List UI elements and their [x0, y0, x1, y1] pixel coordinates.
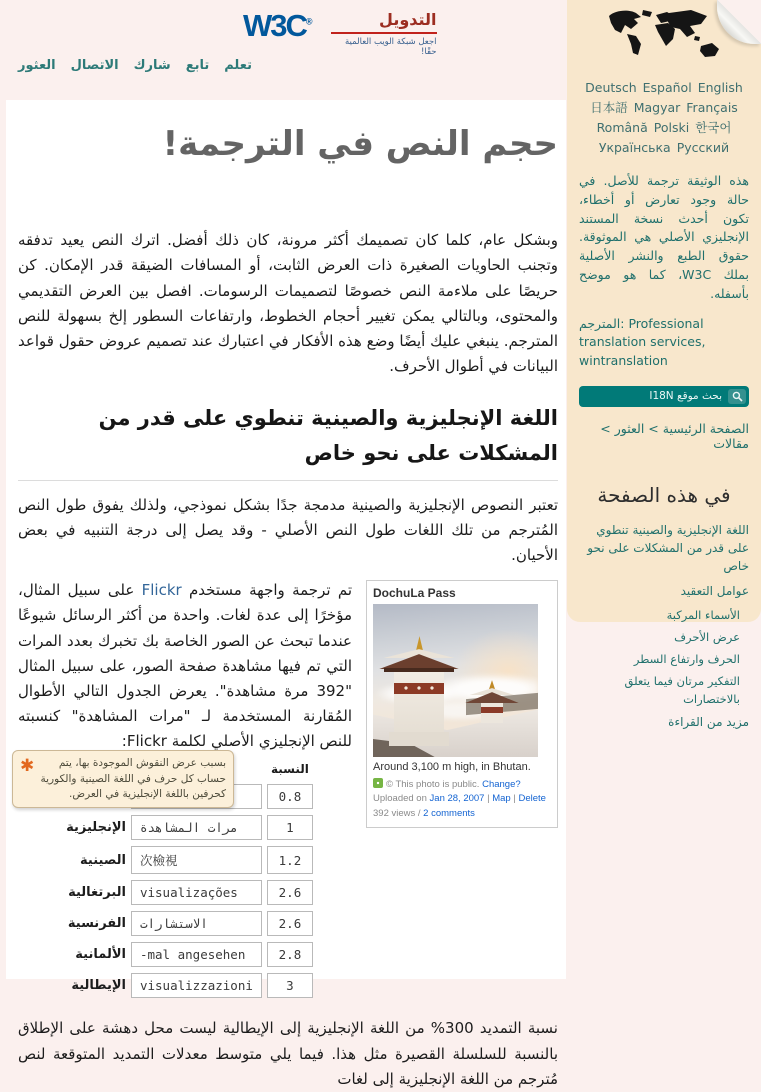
- lang-link[interactable]: Deutsch: [585, 80, 637, 95]
- privacy-icon: [373, 778, 383, 788]
- i18n-site-title-link[interactable]: التدويل: [331, 10, 437, 34]
- breadcrumb-articles[interactable]: مقالات: [713, 435, 749, 451]
- table-row: البرتغالية visualizações 2.6: [23, 880, 313, 905]
- site-tagline: اجعل شبكة الويب العالمية حقًا!: [345, 37, 437, 57]
- nav-item-contact[interactable]: الاتصال: [70, 58, 119, 73]
- section-heading: اللغة الإنجليزية والصينية تنطوي على قدر من المشكلات على نحو خاص: [18, 401, 558, 480]
- privacy-text: © This photo is public.: [386, 779, 480, 791]
- w3c-logo[interactable]: W3C®: [243, 8, 313, 43]
- small-stupa: [465, 680, 519, 726]
- translator-credit: المترجم: Professional translation services, wintranslation: [579, 316, 706, 368]
- toc-link[interactable]: عوامل التعقيد: [680, 583, 749, 598]
- table-row: الإنجليزية مرات المشاهدة 1: [23, 815, 313, 840]
- nav-item-find[interactable]: العثور: [18, 58, 56, 73]
- breadcrumb: الصفحة الرئيسية > العثور > مقالات: [600, 420, 749, 451]
- lang-link[interactable]: Español: [642, 80, 692, 95]
- toc-link[interactable]: اللغة الإنجليزية والصينية تنطوي على قدر من المشكلات على نحو خاص: [587, 522, 749, 573]
- flickr-photo-caption: Around 3,100 m high, in Bhutan.: [373, 761, 531, 774]
- lang-link[interactable]: Română: [596, 120, 648, 135]
- page-curl-decoration: [717, 0, 761, 44]
- page-title: حجم النص في الترجمة!: [162, 124, 558, 164]
- intro-paragraph: وبشكل عام، كلما كان تصميمك أكثر مرونة، كان ذلك أفضل. اترك النص يعيد تدفقه وتجنب الحاويات الصغيرة ذات العرض الثابت، أو المسافات الضيقة قدر الإمكان. كن حريصًا على ملاءمة النص خصوصًا لتصميمات الرسومات. افصل بين العرض التقديمي والمحتوى، وبالتالي يمكن تغيير أحجام الخطوط، وارتفاعات السطور إلخ بسهولة للنص المترجم. ينبغي عليك أيضًا وضع هذه الأفكار في اعتبارك عند تصميم عروض حقول قواعد البيانات في أطوال الأحرف.: [18, 231, 558, 376]
- i18n-site-search[interactable]: [579, 386, 749, 407]
- translator-link[interactable]: wintranslation: [579, 352, 668, 368]
- table-row: الصينية 次檢視 1.2: [23, 846, 313, 874]
- search-icon: [728, 389, 746, 404]
- breadcrumb-home[interactable]: الصفحة الرئيسية: [662, 420, 749, 436]
- flickr-paragraph: تم ترجمة واجهة مستخدم Flickr على سبيل المثال، مؤخرًا إلى عدة لغات. واحدة من أكثر الرسائل شيوعًا عندما تبحث عن الصور الخاصة بك تخبرك بعدد المرات التي تم فيها مشاهدة صفحة الصور، على سبيل المثال "392 مرة مشاهدة". يعرض الجدول التالي الأطوال المُقارنة المستخدمة لـ "مرات المشاهدة" كنسبته للنص الإنجليزي الأصلي لكلمة Flickr:: [18, 581, 353, 751]
- flickr-photo-title: DochuLa Pass: [373, 586, 456, 601]
- breadcrumb-find[interactable]: العثور: [614, 420, 645, 436]
- language-switcher: [579, 78, 749, 158]
- ratio-table-zone: [18, 756, 318, 1004]
- table-of-contents: [579, 521, 749, 731]
- comments-link[interactable]: 2 comments: [423, 807, 475, 819]
- top-navigation: [18, 58, 252, 73]
- lang-link[interactable]: 한국어: [695, 120, 732, 135]
- upload-date-link[interactable]: Jan 28, 2007: [429, 793, 485, 805]
- sidebar: [567, 0, 761, 729]
- article-content: [18, 108, 558, 1092]
- views-count: 392 views /: [373, 807, 421, 819]
- nav-item-participate[interactable]: شارك: [133, 58, 171, 73]
- map-link[interactable]: Map: [492, 793, 511, 805]
- lang-link[interactable]: Polski: [653, 120, 690, 135]
- ratio-column-header: النسبة: [270, 762, 309, 777]
- toc-link[interactable]: الحرف وارتفاع السطر: [633, 652, 740, 667]
- delete-link[interactable]: Delete: [518, 793, 546, 805]
- toc-link[interactable]: الأسماء المركبة: [666, 607, 740, 622]
- toc-link[interactable]: مزيد من القراءة: [668, 714, 749, 729]
- flickr-screenshot: DochuLa Pass Around 3,100 m high, in Bhutan. © This photo is public. Change? Uploaded on Jan 28, 2007 | Map | Delete 392 views / 2 comments: [366, 580, 558, 828]
- lang-link[interactable]: 日本語: [590, 100, 628, 115]
- toc-heading: في هذه الصفحة: [597, 482, 731, 507]
- toc-link[interactable]: عرض الأحرف: [674, 629, 740, 644]
- main-stupa: [379, 636, 459, 748]
- footnote-tooltip: [12, 750, 234, 808]
- lang-link[interactable]: Українська: [598, 140, 671, 155]
- toc-link[interactable]: التفكير مرتان فيما يتعلق بالاختصارات: [624, 674, 740, 706]
- registered-mark: ®: [305, 16, 313, 27]
- dochula-pass-photo: [373, 604, 538, 757]
- nav-item-follow[interactable]: تابع: [185, 58, 210, 73]
- closing-paragraph: نسبة التمديد 300% من اللغة الإنجليزية إلى الإيطالية ليست محل دهشة على الإطلاق بالنسبة للسلسلة القصيرة مثل هذا. فيما يلي متوسط معدلات التمديد المتوقعة لنص مُترجم من اللغة الإنجليزية إلى لغات: [18, 1019, 558, 1088]
- lang-link[interactable]: English: [697, 80, 743, 95]
- footnote-text: بسبب عرض النقوش الموجودة بها، يتم حساب كل حرف في اللغة الصينية والكورية كحرفين باللغة الإنجليزية في العرض.: [40, 757, 226, 800]
- translator-link[interactable]: Professional translation services: [579, 316, 704, 350]
- translation-notice: هذه الوثيقة ترجمة للأصل. في حالة وجود تعارض أو أخطاء، تكون أحدث نسخة المستند الإنجليزي الأصلي هي الموثوقة. حقوق الطبع والنشر الأصلية بملك W3C، كما هو موضح بأسفله.: [579, 173, 749, 301]
- w3c-i18n-logo[interactable]: [243, 10, 437, 57]
- table-row: الفرنسية الاستشارات 2.6: [23, 911, 313, 936]
- world-map-icon: [603, 6, 725, 66]
- table-row: الألمانية -mal angesehen 2.8: [23, 942, 313, 967]
- lang-link[interactable]: Magyar: [633, 100, 681, 115]
- example-block: [18, 578, 558, 1004]
- table-row: الإيطالية visualizzazioni 3: [23, 973, 313, 998]
- lang-link[interactable]: Русский: [676, 140, 730, 155]
- section-paragraph: تعتبر النصوص الإنجليزية والصينية مدمجة جدًا بشكل نموذجي، ولذلك يفوق طول النص المُترجم من تلك اللغات طول النص الأصلي - وقد يصل إلى درجة التنبيه في بعض الأحيان.: [18, 495, 558, 564]
- search-label: بحث موقع I18N: [649, 390, 722, 403]
- lang-link[interactable]: Français: [686, 100, 738, 115]
- uploaded-label: Uploaded on: [373, 793, 427, 805]
- flickr-link[interactable]: Flickr: [141, 581, 182, 600]
- footnote-asterisk-icon: ✱: [20, 756, 35, 777]
- table-row: 0.8: [23, 784, 313, 809]
- nav-item-learn[interactable]: تعلم: [224, 58, 252, 73]
- change-link[interactable]: Change?: [482, 779, 521, 791]
